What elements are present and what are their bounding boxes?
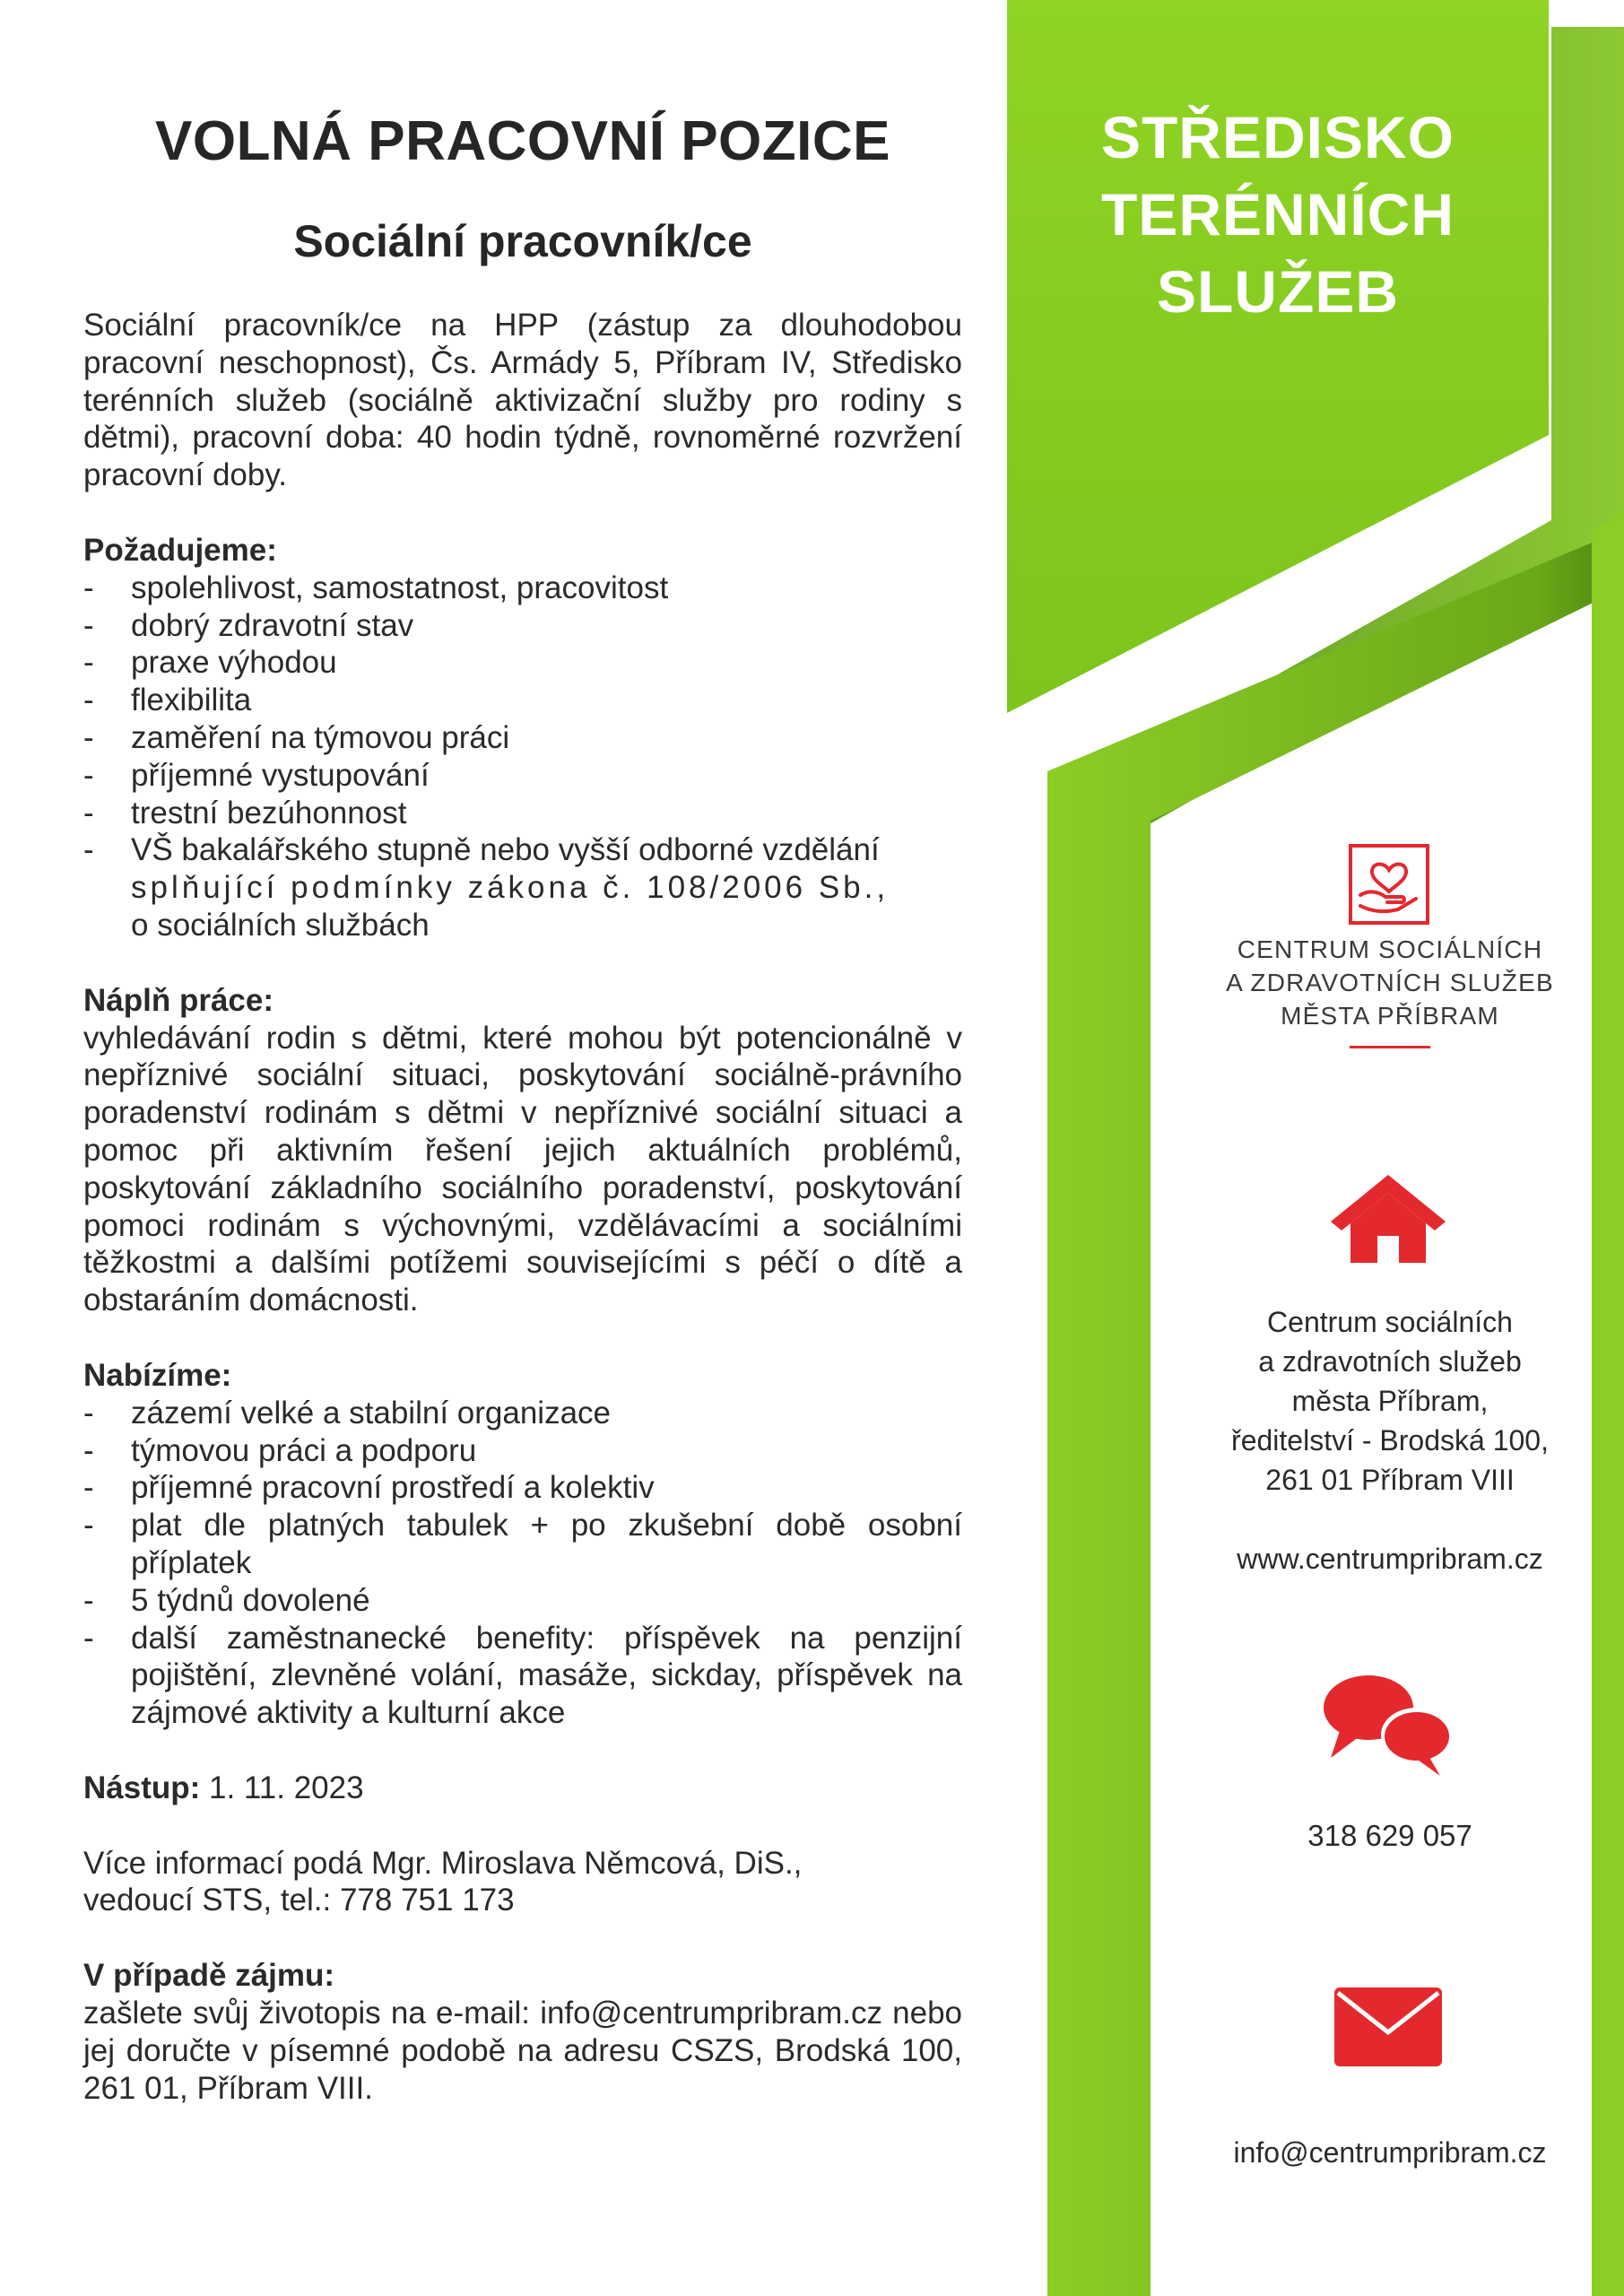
position-title: Sociální pracovník/ce [293,216,752,266]
list-item: - příjemné pracovní prostředí a kolektiv [83,1469,962,1507]
list-item: - příjemné vystupování [83,757,962,795]
list-item: - další zaměstnanecké benefity: příspěvek na penzijní pojištění, zlevněné volání, masáže, sickday, příspěvek na zájmové aktivity a kulturní akce [83,1620,962,1732]
job-description [83,307,962,2107]
chat-bubbles-icon [1322,1672,1456,1778]
list-item: - dobrý zdravotní stav [83,607,962,645]
banner-line: TERÉNNÍCH [1100,181,1455,248]
banner-line: SLUŽEB [1157,258,1399,325]
envelope-icon [1334,1987,1442,2066]
list-item: - zaměření na týmovou práci [83,719,962,757]
phone-number[interactable]: 318 629 057 [1307,1819,1472,1852]
address-line: ředitelství - Brodská 100, [1231,1424,1549,1457]
logo-heart-hands-icon [1348,843,1430,926]
email-link[interactable]: info@centrumpribram.cz [1233,2136,1547,2169]
education-line-2: splňující podmínky zákona č. 108/2006 Sb., [131,870,890,906]
offer-list [83,1395,962,1732]
list-item: - plat dle platných tabulek + po zkušební době osobní příplatek [83,1507,962,1582]
address [1166,1302,1614,1500]
home-icon [1327,1171,1449,1265]
page-title: VOLNÁ PRACOVNÍ POZICE [154,110,890,172]
department-banner [1031,99,1524,330]
contact-line-2: vedoucí STS, tel.: 778 751 173 [83,1883,515,1918]
address-line: 261 01 Příbram VIII [1265,1464,1515,1496]
apply-text: zašlete svůj životopis na e-mail: info@centrumpribram.cz nebo jej doručte v písemné podobě na adresu CSZS, Brodská 100, 261 01, Příbram VIII. [83,1996,962,2106]
requirements-heading: Požadujeme: [83,532,277,568]
list-item: - trestní bezúhonnost [83,795,962,832]
org-name-line: MĚSTA PŘÍBRAM [1281,1002,1499,1030]
job-content-text: vyhledávání rodin s dětmi, které mohou být potencionálně v nepříznivé sociální situaci, poskytování sociálně-právního poradenství rodinám s dětmi v nepříznivé sociální situaci a pomoc při aktivním řešení jejich aktuálních problémů, poskytování základního sociálního poradenství, poskytování pomoci rodinám s výchovnými, vzdělávacími a sociálními těžkostmi a dalšími potížemi souvisejícími s péčí o dítě a obstaráním domácnosti. [83,1020,962,1318]
job-content-heading: Náplň práce: [83,982,274,1018]
education-line-3: o sociálních službách [131,907,430,943]
contact-line-1: Více informací podá Mgr. Miroslava Němcová, DiS., [83,1845,803,1881]
list-item: - flexibilita [83,682,962,719]
intro-paragraph: Sociální pracovník/ce na HPP (zástup za dlouhodobou pracovní neschopnost), Čs. Armády 5, Příbram IV, Středisko terénních služeb (sociálně aktivizační služby pro rodiny s dětmi), pracovní doba: 40 hodin týdně, rovnoměrné rozvržení pracovní doby. [83,308,962,493]
list-item: - spolehlivost, samostatnost, pracovitost [83,570,962,607]
org-name-line: A ZDRAVOTNÍCH SLUŽEB [1226,969,1554,996]
banner-line: STŘEDISKO [1100,104,1455,170]
list-item: - zázemí velké a stabilní organizace [83,1395,962,1432]
start-date [83,1770,962,1807]
website-link[interactable]: www.centrumpribram.cz [1237,1543,1543,1575]
address-line: města Příbram, [1291,1385,1489,1417]
divider [1350,1046,1430,1048]
offer-heading: Nabízíme: [83,1357,232,1393]
education-line-1: VŠ bakalářského stupně nebo vyšší odborné vzdělání [131,832,880,868]
apply-heading: V případě zájmu: [83,1958,335,1994]
list-item-education [83,831,962,944]
address-line: a zdravotních služeb [1258,1345,1522,1378]
list-item: - 5 týdnů dovolené [83,1582,962,1620]
start-value: 1. 11. 2023 [209,1770,364,1805]
requirements-list [83,570,962,944]
start-label: Nástup: [83,1770,201,1805]
organisation-name [1166,933,1614,1032]
org-name-line: CENTRUM SOCIÁLNÍCH [1237,935,1543,963]
list-item: - praxe výhodou [83,644,962,682]
contact-info [83,1845,962,1920]
address-line: Centrum sociálních [1267,1306,1513,1338]
list-item: - týmovou práci a podporu [83,1432,962,1470]
